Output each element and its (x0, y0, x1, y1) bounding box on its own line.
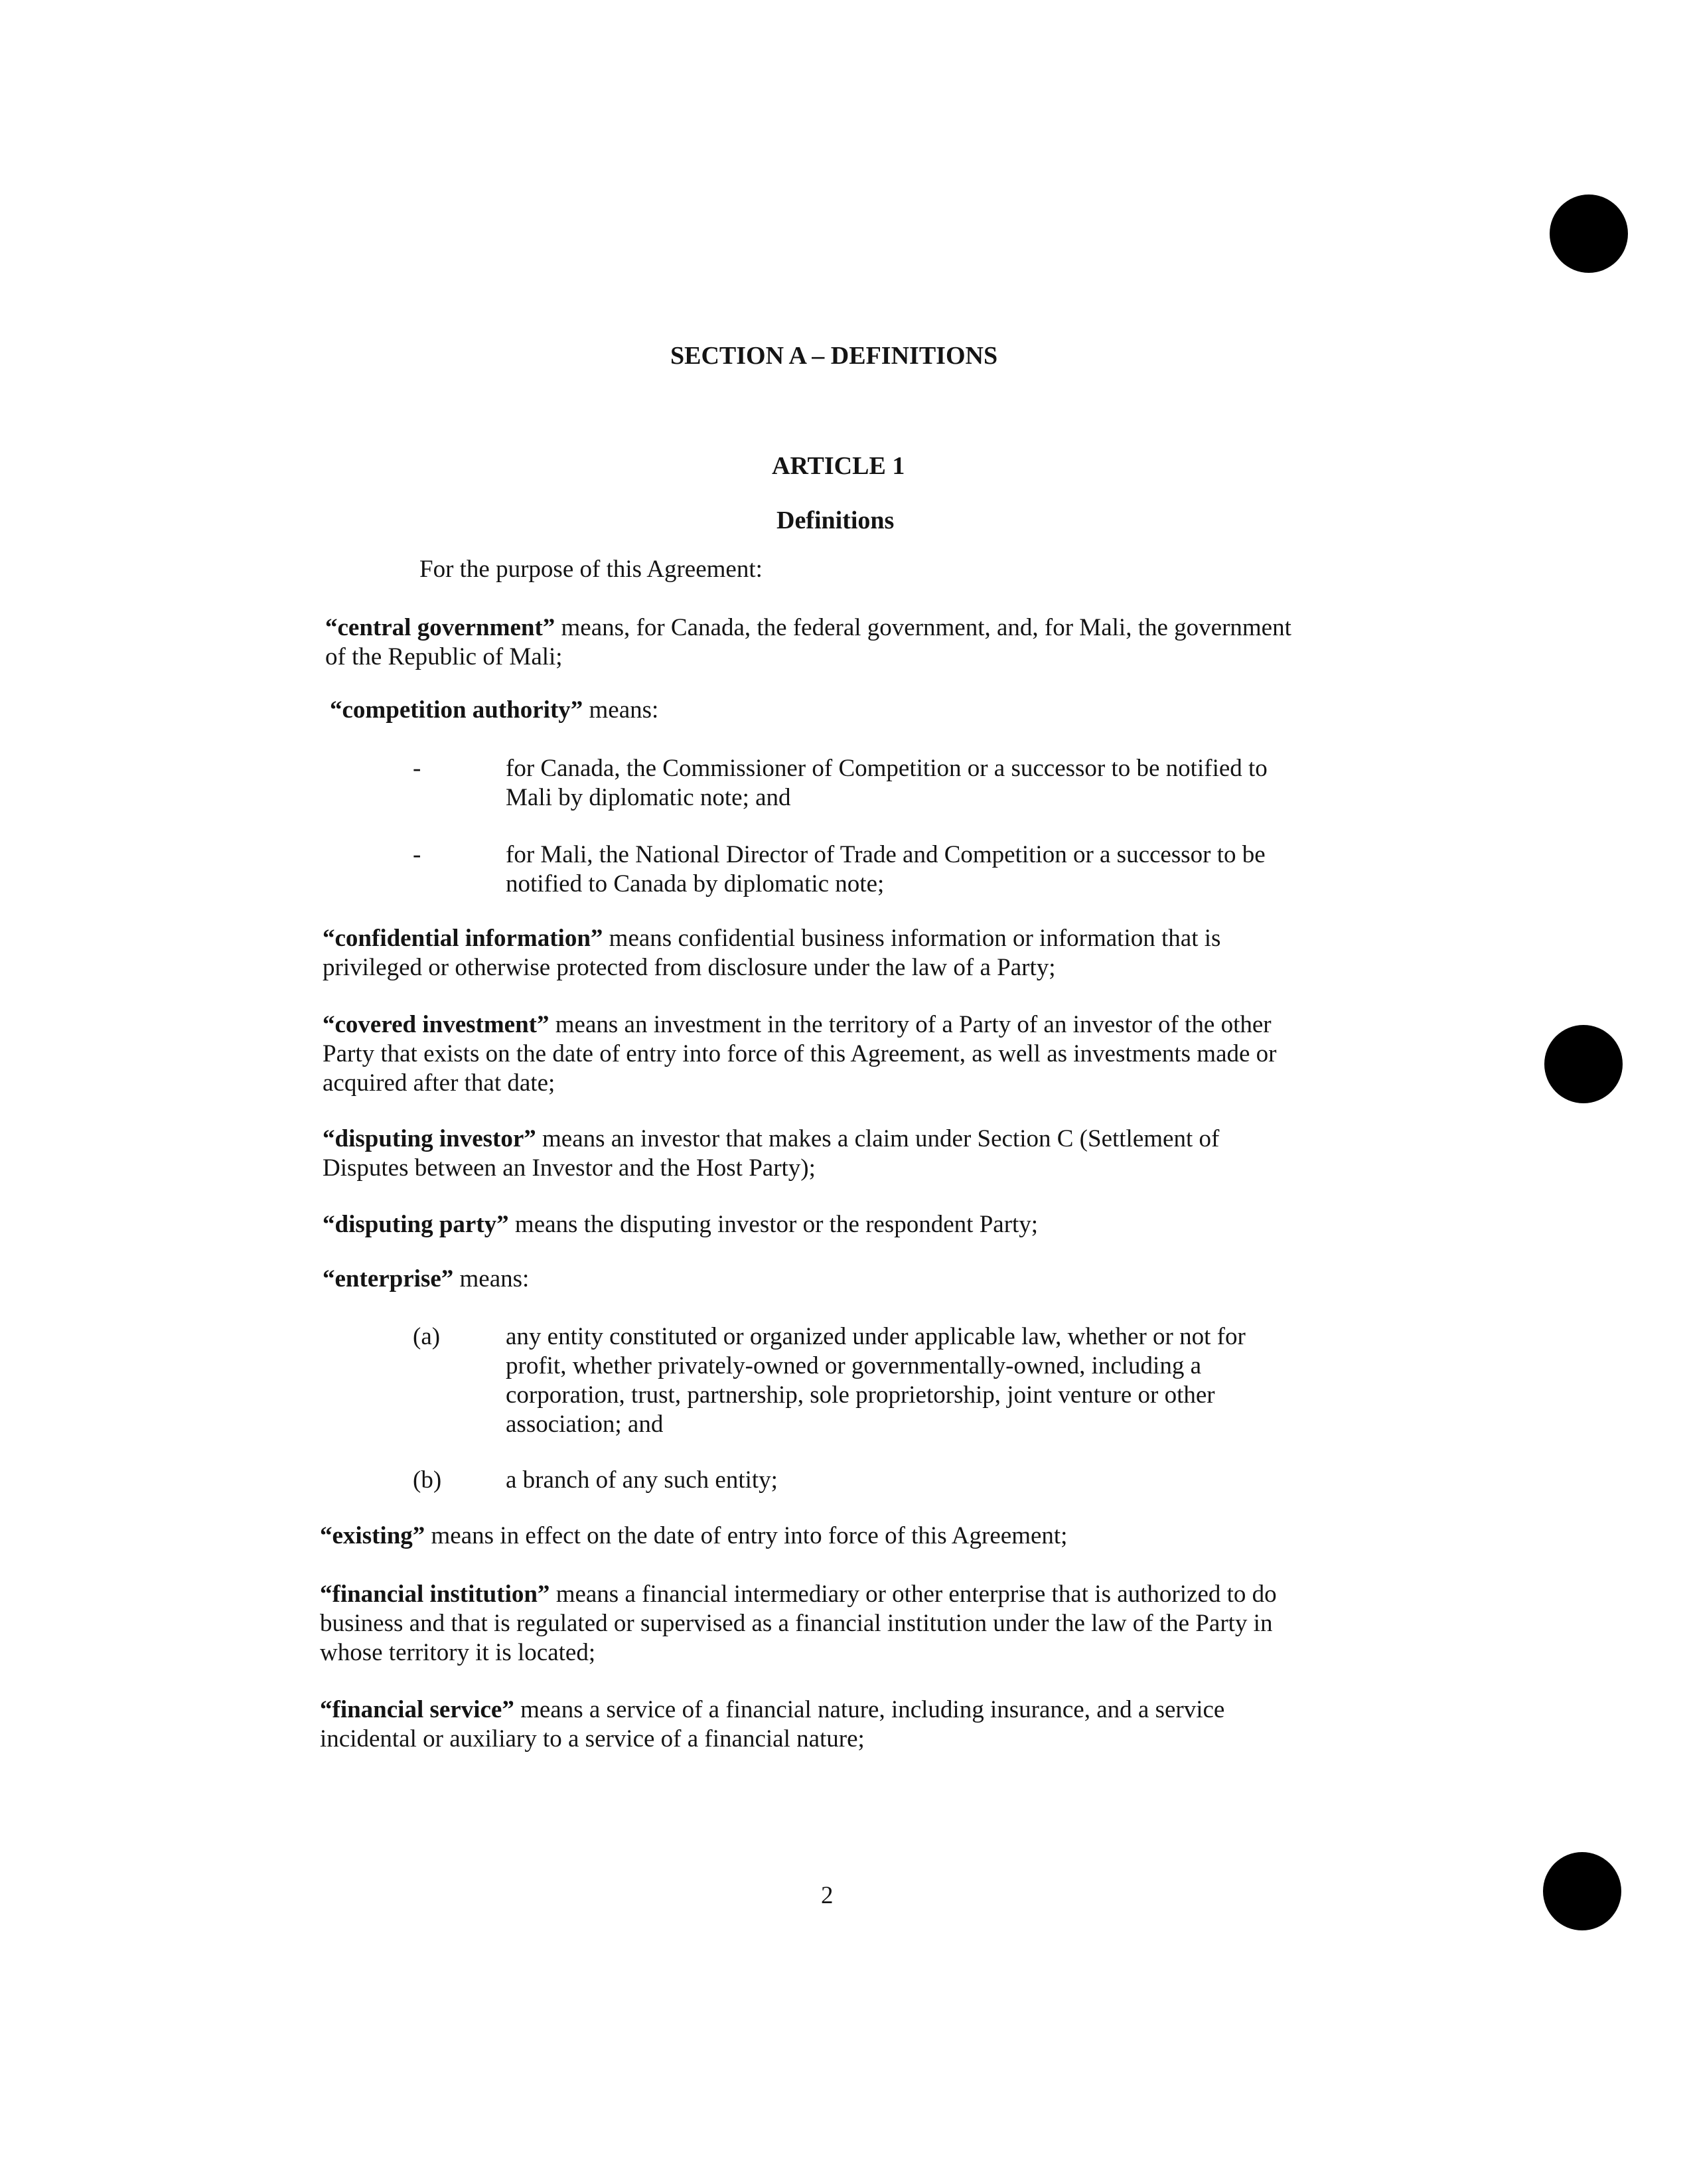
list-marker: - (413, 755, 421, 782)
list-item-text: any entity constituted or organized under applicable law, whether or not for profit, whether privately-owned or governmentally-owned, including a corporation, trust, partnership, sole proprietorship, joint venture or other association; and (506, 1323, 1246, 1438)
punch-hole (1543, 1852, 1621, 1930)
definition-central-government (325, 613, 1360, 672)
punch-hole (1550, 195, 1628, 273)
definition-text: means: (453, 1265, 530, 1292)
definition-term: “confidential information” (323, 925, 603, 952)
definition-term: “disputing investor” (323, 1125, 536, 1152)
section-title: SECTION A – DEFINITIONS (670, 342, 998, 370)
definition-financial-service (320, 1695, 1224, 1754)
definition-term: “financial institution” (320, 1581, 550, 1608)
page-number: 2 (821, 1882, 834, 1909)
definition-text: means a financial intermediary or other enterprise that is authorized to do business and that is regulated or supervised as a financial institution under the law of the Party in whose territory it is located; (320, 1581, 1277, 1666)
definition-term: “financial service” (320, 1696, 514, 1723)
definition-financial-institution (320, 1580, 1277, 1668)
list-item-text: for Canada, the Commissioner of Competition or a successor to be notified to Mali by diplomatic note; and (506, 755, 1268, 811)
definition-confidential-information (323, 924, 1220, 982)
definition-enterprise (323, 1265, 529, 1294)
definition-text: means confidential business information or information that is privileged or otherwise protected from disclosure under the law of a Party; (323, 925, 1221, 981)
list-marker: (a) (413, 1323, 441, 1350)
list-item-text: a branch of any such entity; (506, 1466, 778, 1494)
definition-existing (320, 1521, 1067, 1551)
article-number: ARTICLE 1 (772, 452, 905, 480)
definition-disputing-party (323, 1210, 1038, 1239)
definition-term: “existing” (320, 1522, 425, 1549)
definition-term: “competition authority” (330, 696, 583, 724)
list-item-text: for Mali, the National Director of Trade and Competition or a successor to be notified to Canada by diplomatic note; (506, 841, 1266, 897)
definition-covered-investment (323, 1010, 1277, 1098)
definition-text: means an investor that makes a claim under Section C (Settlement of Disputes between an Investor and the Host Party); (323, 1125, 1220, 1182)
definition-term: “central government” (325, 614, 555, 641)
definition-text: means: (583, 696, 659, 724)
intro-text: For the purpose of this Agreement: (419, 556, 763, 583)
definition-text: means a service of a financial nature, including insurance, and a service incidental or auxiliary to a service of a financial nature; (320, 1696, 1225, 1753)
punch-hole (1544, 1025, 1623, 1103)
definition-disputing-investor (323, 1125, 1219, 1183)
definition-term: “enterprise” (323, 1265, 454, 1292)
article-title: Definitions (776, 507, 895, 534)
definition-text: means an investment in the territory of a Party of an investor of the other Party that exists on the date of entry into force of this Agreement, as well as investments made or acquired after that date; (323, 1011, 1277, 1097)
definition-text: means, for Canada, the federal government, and, for Mali, the government of the Republic of Mali; (325, 614, 1291, 670)
definition-term: “disputing party” (323, 1211, 509, 1238)
definition-term: “covered investment” (323, 1011, 550, 1038)
definition-text: means the disputing investor or the respondent Party; (508, 1211, 1039, 1238)
list-marker: (b) (413, 1466, 442, 1494)
definition-text: means in effect on the date of entry into force of this Agreement; (425, 1522, 1068, 1549)
list-marker: - (413, 841, 421, 868)
definition-competition-authority (330, 696, 658, 725)
